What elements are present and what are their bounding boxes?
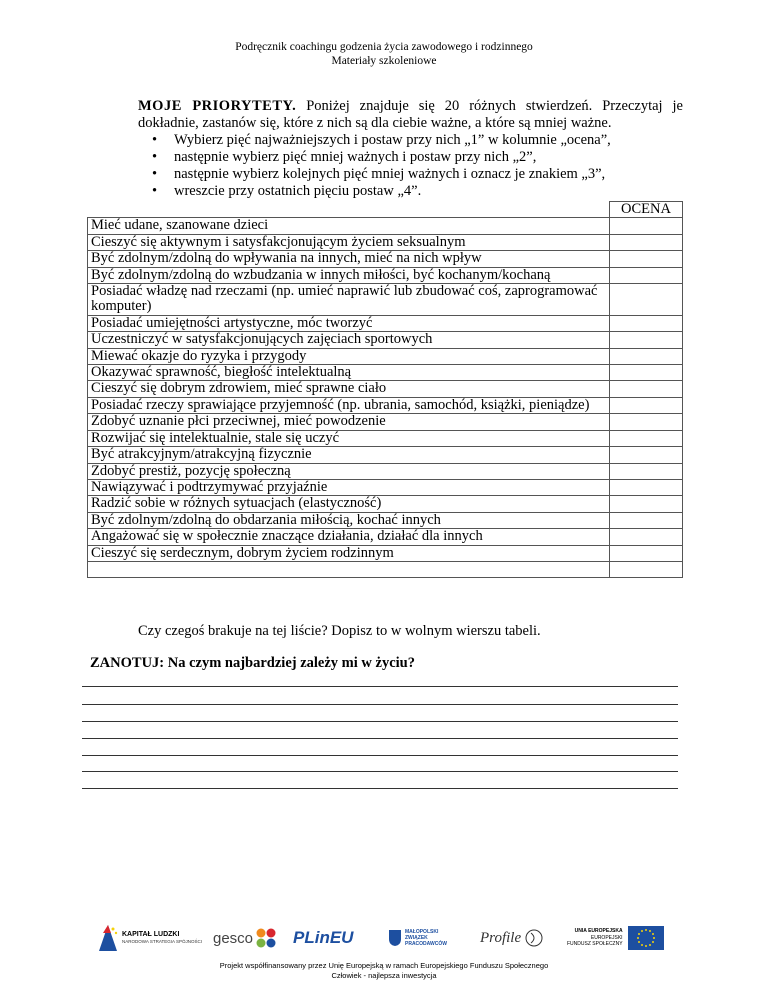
instruction-text: Wybierz pięć najważniejszych i postaw przy nich „1” w kolumnie „ocena”, xyxy=(174,132,611,148)
statement-cell: Być zdolnym/zdolną do wpływania na innych, mieć na nich wpływ xyxy=(88,251,610,267)
statement-cell: Rozwijać się intelektualnie, stale się uczyć xyxy=(88,430,610,446)
statement-cell: Być atrakcyjnym/atrakcyjną fizycznie xyxy=(88,447,610,463)
table-row xyxy=(88,381,683,397)
statement-cell: Być zdolnym/zdolną do obdarzania miłością, kochać innych xyxy=(88,512,610,528)
header-title: Podręcznik coachingu godzenia życia zawodowego i rodzinnego xyxy=(235,41,533,53)
statement-cell: Posiadać rzeczy sprawiające przyjemność (np. ubrania, samochód, książki, pieniądze) xyxy=(88,397,610,413)
score-cell[interactable] xyxy=(610,512,683,528)
profile-circle-icon xyxy=(524,928,544,948)
bullet-icon: • xyxy=(152,149,158,165)
statement-cell: Mieć udane, szanowane dzieci xyxy=(88,218,610,234)
bullet-icon: • xyxy=(152,132,158,148)
table-row xyxy=(88,414,683,430)
table-row xyxy=(88,332,683,348)
instruction-item xyxy=(138,132,683,149)
score-cell[interactable] xyxy=(610,414,683,430)
score-cell[interactable] xyxy=(610,284,683,316)
priorities-table xyxy=(87,201,683,578)
eu-line2: EUROPEJSKI xyxy=(590,934,623,941)
eu-line1: UNIA EUROPEJSKA xyxy=(574,928,623,935)
header-subtitle: Materiały szkoleniowe xyxy=(331,55,437,67)
score-cell[interactable] xyxy=(610,365,683,381)
intro-paragraph xyxy=(138,98,683,132)
writing-line[interactable] xyxy=(82,686,678,687)
score-cell[interactable] xyxy=(610,315,683,331)
table-row xyxy=(88,365,683,381)
score-cell[interactable] xyxy=(610,397,683,413)
profile-wordmark: Profile xyxy=(480,929,522,946)
score-cell[interactable] xyxy=(610,561,683,577)
score-cell[interactable] xyxy=(610,251,683,267)
table-row xyxy=(88,496,683,512)
statement-cell: Zdobyć uznanie płci przeciwnej, mieć powodzenie xyxy=(88,414,610,430)
statement-cell: Zdobyć prestiż, pozycję społeczną xyxy=(88,463,610,479)
section-title: MOJE PRIORYTETY. xyxy=(138,98,297,114)
statement-cell: Okazywać sprawność, biegłość intelektualną xyxy=(88,365,610,381)
score-cell[interactable] xyxy=(610,218,683,234)
table-row xyxy=(88,251,683,267)
statement-cell: Uczestniczyć w satysfakcjonujących zajęciach sportowych xyxy=(88,332,610,348)
statement-cell: Angażować się w społecznie znaczące działania, działać dla innych xyxy=(88,529,610,545)
score-column-header: OCENA xyxy=(610,202,683,218)
writing-line[interactable] xyxy=(82,738,678,739)
footer-cofinancing: Projekt współfinansowany przez Unię Europejską w ramach Europejskiego Funduszu Społecznego xyxy=(219,961,549,970)
zwiazek-line1: MAŁOPOLSKI xyxy=(405,929,439,935)
statement-cell: Cieszyć się serdecznym, dobrym życiem rodzinnym xyxy=(88,545,610,561)
table-row xyxy=(88,447,683,463)
table-row xyxy=(88,267,683,283)
eu-flag-icon xyxy=(628,926,664,950)
table-row xyxy=(88,561,683,577)
score-cell[interactable] xyxy=(610,463,683,479)
plineu-logo xyxy=(293,918,353,958)
score-cell[interactable] xyxy=(610,430,683,446)
kapital-ludzki-title: KAPITAŁ LUDZKI xyxy=(122,931,180,938)
score-cell[interactable] xyxy=(610,529,683,545)
table-row xyxy=(88,529,683,545)
writing-line[interactable] xyxy=(82,771,678,772)
score-cell[interactable] xyxy=(610,496,683,512)
zwiazek-pracodawcow-logo xyxy=(388,918,447,958)
profile-logo xyxy=(480,918,544,958)
score-cell[interactable] xyxy=(610,234,683,250)
header-spacer xyxy=(88,202,610,218)
table-row xyxy=(88,430,683,446)
statement-cell: Posiadać władzę nad rzeczami (np. umieć naprawić lub zbudować coś, zaprogramować komputer) xyxy=(88,284,610,316)
note-title: ZANOTUJ: Na czym najbardziej zależy mi w życiu? xyxy=(90,655,415,671)
kapital-ludzki-icon xyxy=(97,923,119,953)
shield-icon xyxy=(388,929,402,947)
kapital-ludzki-logo xyxy=(97,918,202,958)
missing-prompt: Czy czegoś brakuje na tej liście? Dopisz to w wolnym wierszu tabeli. xyxy=(138,623,541,639)
footer-slogan: Człowiek - najlepsza inwestycja xyxy=(331,971,437,980)
instruction-item xyxy=(138,183,683,200)
gesco-wordmark: gesco xyxy=(213,929,254,947)
table-row xyxy=(88,315,683,331)
statement-cell: Być zdolnym/zdolną do wzbudzania w innych miłości, być kochanym/kochaną xyxy=(88,267,610,283)
instruction-item xyxy=(138,149,683,166)
gesco-logo xyxy=(213,918,277,958)
table-row xyxy=(88,512,683,528)
footer-logos xyxy=(0,918,768,958)
instruction-text: wreszcie przy ostatnich pięciu postaw „4”. xyxy=(174,183,422,199)
zwiazek-line2: ZWIĄZEK xyxy=(405,935,428,941)
writing-line[interactable] xyxy=(82,704,678,705)
eu-fund-logo xyxy=(567,918,664,958)
score-cell[interactable] xyxy=(610,479,683,495)
table-header-row xyxy=(88,202,683,218)
table-row xyxy=(88,479,683,495)
statement-cell: Cieszyć się aktywnym i satysfakcjonującym życiem seksualnym xyxy=(88,234,610,250)
statement-cell[interactable] xyxy=(88,561,610,577)
writing-line[interactable] xyxy=(82,788,678,789)
statement-cell: Cieszyć się dobrym zdrowiem, mieć sprawne ciało xyxy=(88,381,610,397)
score-cell[interactable] xyxy=(610,267,683,283)
instruction-text: następnie wybierz kolejnych pięć mniej ważnych i oznacz je znakiem „3”, xyxy=(174,166,606,182)
table-row xyxy=(88,463,683,479)
table-row xyxy=(88,545,683,561)
score-cell[interactable] xyxy=(610,332,683,348)
zwiazek-line3: PRACODAWCÓW xyxy=(405,941,447,947)
table-row xyxy=(88,284,683,316)
eu-line3: FUNDUSZ SPOŁECZNY xyxy=(567,941,623,948)
plineu-wordmark: PLinEU xyxy=(293,928,354,947)
intro-text: Poniżej znajduje się 20 różnych stwierdzeń. Przeczytaj je dokładnie, zastanów się, które z nich są dla ciebie ważne, a które są mniej ważne. xyxy=(138,98,683,131)
score-cell[interactable] xyxy=(610,447,683,463)
bullet-icon: • xyxy=(152,183,158,199)
instruction-text: następnie wybierz pięć mniej ważnych i postaw przy nich „2”, xyxy=(174,149,537,165)
kapital-ludzki-subtitle: NARODOWA STRATEGIA SPÓJNOŚCI xyxy=(122,939,203,944)
statement-cell: Posiadać umiejętności artystyczne, móc tworzyć xyxy=(88,315,610,331)
table-row xyxy=(88,234,683,250)
score-cell[interactable] xyxy=(610,381,683,397)
footer-text xyxy=(0,961,768,981)
table-row xyxy=(88,397,683,413)
gesco-dots-icon xyxy=(255,927,277,949)
document-header xyxy=(0,40,768,68)
score-cell[interactable] xyxy=(610,545,683,561)
writing-line[interactable] xyxy=(82,755,678,756)
statement-cell: Radzić sobie w różnych sytuacjach (elastyczność) xyxy=(88,496,610,512)
statement-cell: Nawiązywać i podtrzymywać przyjaźnie xyxy=(88,479,610,495)
table-row xyxy=(88,218,683,234)
bullet-icon: • xyxy=(152,166,158,182)
statement-cell: Miewać okazje do ryzyka i przygody xyxy=(88,348,610,364)
instruction-item xyxy=(138,166,683,183)
intro-section xyxy=(138,98,683,200)
writing-line[interactable] xyxy=(82,721,678,722)
score-cell[interactable] xyxy=(610,348,683,364)
table-row xyxy=(88,348,683,364)
instruction-list xyxy=(138,132,683,200)
